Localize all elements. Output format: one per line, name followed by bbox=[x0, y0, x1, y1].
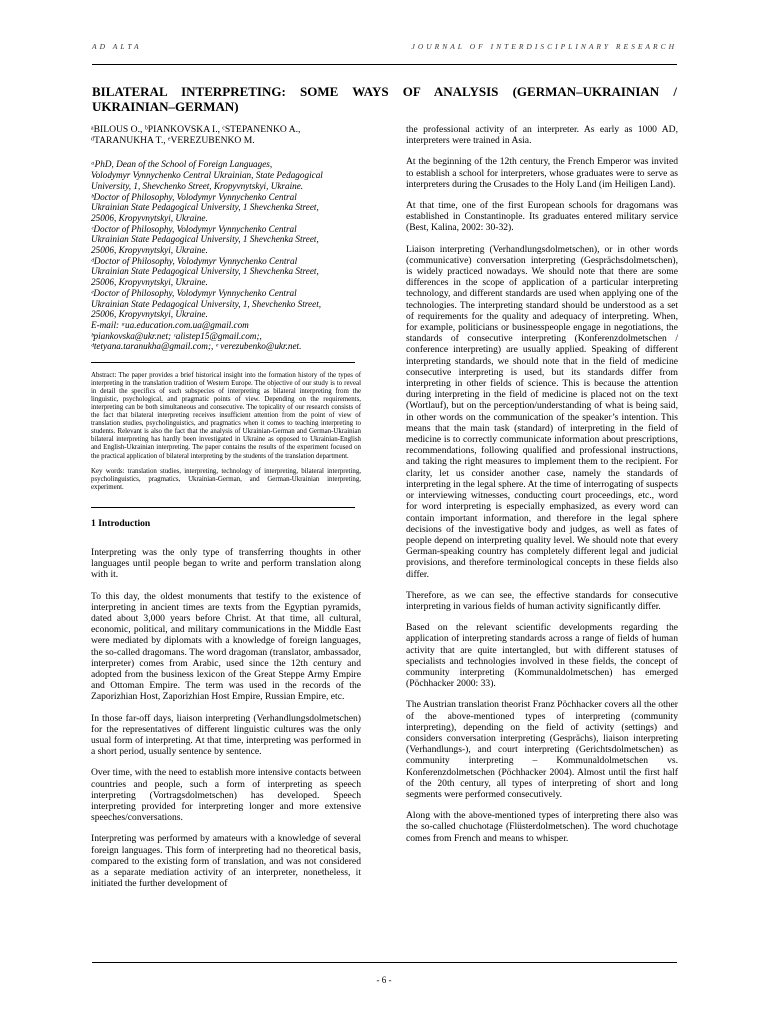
abstract-separator bbox=[91, 362, 355, 363]
affiliation-line: 25006, Kropyvnytskyi, Ukraine. bbox=[91, 212, 208, 223]
affiliation-line: ᵇpiankovska@ukr.net; ᶜalistep15@gmail.com;, bbox=[91, 330, 262, 341]
affiliation-line: ᵇDoctor of Philosophy, Volodymyr Vynnychenko Central bbox=[91, 191, 297, 202]
header-rule bbox=[92, 64, 677, 65]
affiliation-line: Ukrainian State Pedagogical University, 1 Shevchenka Street, bbox=[91, 266, 319, 277]
affiliation-line: ᶜDoctor of Philosophy, Volodymyr Vynnychenko Central bbox=[91, 223, 297, 234]
affiliation-line: Ukrainian State Pedagogical University, 1 Shevchenka Street, bbox=[91, 234, 319, 245]
paragraph: In those far-off days, liaison interpreting (Verhandlungsdolmetschen) for the representatives of different linguistic cultures was the only usual form of interpreting. At that time, interpreting was performed in a short period, usually sentence by sentence. bbox=[91, 712, 361, 758]
paragraph: To this day, the oldest monuments that testify to the existence of interpreting in ancient times are texts from the Egyptian pyramids, dated about 3,000 years before Christ. At that time, all cultural, economic, political, and military communications in the Middle East were mediated by diplomats with a knowledge of foreign languages, the so-called dragomans. The word dragoman (translator, ambassador, interpreter) comes from Arabic, used since the 12th century and adopted from the business lexicon of the Great Steppe Army Empire and Ottoman Empire. The term was used in the records of the Zaporizhian Host, Zaporizhian Host Empire, Russian Empire, etc. bbox=[91, 590, 361, 703]
journal-short-name: AD ALTA bbox=[92, 42, 142, 51]
affiliation-line: Ukrainian State Pedagogical University, 1, Shevchenko Street, bbox=[91, 298, 322, 309]
journal-full-name: JOURNAL OF INTERDISCIPLINARY RESEARCH bbox=[411, 42, 677, 51]
author-line: ᵃBILOUS O., ᵇPIANKOVSKA I., ᶜSTEPANENKO A., bbox=[91, 124, 301, 135]
running-header bbox=[92, 42, 677, 62]
page-number: - 6 - bbox=[376, 975, 392, 985]
footer-rule bbox=[92, 962, 677, 963]
paragraph: Therefore, as we can see, the effective standards for consecutive interpreting in various fields of human activity significantly differ. bbox=[406, 589, 678, 612]
affiliation-line: ᵉDoctor of Philosophy, Volodymyr Vynnychenko Central bbox=[91, 287, 297, 298]
paragraph: Based on the relevant scientific developments regarding the application of interpreting standards across a range of fields of human activity that are quite intertangled, but with different statuses of specialists and technologies involved in these fields, the concept of community interpreting (Kommunaldolmetschen) has emerged (Pöchhacker 2000: 33). bbox=[406, 622, 678, 690]
affiliation-line: ᵈtetyana.taranukha@gmail.com;, ᵉ verezubenko@ukr.net. bbox=[91, 341, 302, 352]
paragraph: At the beginning of the 12th century, the French Emperor was invited to establish a school for interpreters, whose graduates were to serve as interpreters during the Crusades to the Holy Land (im Heiligen Land). bbox=[406, 156, 678, 190]
affiliation-line: 25006, Kropyvnytskyi, Ukraine. bbox=[91, 309, 208, 320]
paper-title: BILATERAL INTERPRETING: SOME WAYS OF ANALYSIS (GERMAN–UKRAINIAN / UKRAINIAN–GERMAN) bbox=[92, 84, 677, 114]
keywords: Key words: translation studies, interpreting, technology of interpreting, bilateral interpreting, psycholinguistics, pragmatics, Ukrainian-German, and German-Ukrainian interpreting, experiment. bbox=[91, 467, 361, 491]
paragraph: The Austrian translation theorist Franz Pöchhacker covers all the other of the above-mentioned types of interpreting (community interpreting), depending on the field of activity (settings) and considers conversation interpreting (Gesprächs), liaison interpreting (Verhandlungs-), and court interpreting (Gerichtsdolmetschen) as community interpreting – Kommunaldolmetschen vs. Konferenzdolmetschen (Pöchhacker 2004). Almost until the first half of the 20th century, all types of interpreting of short and long segments were performed consecutively. bbox=[406, 699, 678, 800]
paragraph: the professional activity of an interpreter. As early as 1000 AD, interpreters were trained in Asia. bbox=[406, 124, 678, 147]
section-heading: 1 Introduction bbox=[91, 517, 151, 529]
paragraph: Along with the above-mentioned types of interpreting there also was the so-called chuchotage (Flüsterdolmetschen). The word chuchotage comes from French and means to whisper. bbox=[406, 810, 678, 844]
affiliation-line: ᵈDoctor of Philosophy, Volodymyr Vynnychenko Central bbox=[91, 255, 298, 266]
section-separator bbox=[91, 507, 355, 508]
affiliation-line: E-mail: ᵃua.education.com.ua@gmail.com bbox=[91, 319, 249, 330]
affiliation-line: Ukrainian State Pedagogical University, 1 Shevchenka Street, bbox=[91, 202, 319, 213]
affiliation-line: ᵃPhD, Dean of the School of Foreign Languages, bbox=[91, 159, 273, 170]
abstract: Abstract: The paper provides a brief historical insight into the formation history of the types of interpreting in the translation tradition of Western Europe. The objective of our study is to reveal in detail the specifics of such subspecies of interpreting as bilateral interpreting from the linguistic, psychological, and pragmatic points of view. Depending on the requirements, interpreting can be both simultaneous and consecutive. The topicality of our research consists of the fact that bilateral interpreting receives insufficient attention from the point of view of translation studies, psycholinguistics, and pragmatics when it comes to teaching interpreting to students. Relevant is also the fact that the analysis of Ukrainian-German and German-Ukrainian bilateral interpreting has hardly been investigated in Ukraine as opposed to Ukrainian-English and English-Ukrainian interpreting. The paper contains the results of the experiment focused on the practical application of bilateral interpreting by the students of the translation department. bbox=[91, 372, 361, 460]
paragraph: Over time, with the need to establish more intensive contacts between countries and people, such a form of interpreting as speech interpreting (Vortragsdolmetschen) has developed. Speech interpreting provided for interpreting longer and more extensive speeches/conversations. bbox=[91, 767, 361, 824]
affiliation-line: Volodymyr Vynnychenko Central Ukrainian, State Pedagogical bbox=[91, 170, 323, 181]
affiliation-line: 25006, Kropyvnytskyi, Ukraine. bbox=[91, 245, 208, 256]
paragraph: At that time, one of the first European schools for dragomans was established in Constantinople. Its graduates entered military service (Best, Kalina, 2002: 30-32). bbox=[406, 200, 678, 234]
affiliation-line: 25006, Kropyvnytskyi, Ukraine. bbox=[91, 277, 208, 288]
affiliation-line: University, 1, Shevchenko Street, Kropyvnytskyi, Ukraine. bbox=[91, 180, 304, 191]
paragraph: Liaison interpreting (Verhandlungsdolmetschen), or in other words (communicative) conversation interpreting (Gesprächsdolmetschen), is widely practiced nowadays. We should note that there are some differences in the scope of application of a particular interpreting technology, and different standards are used when applying one of the technologies. The interpreting standard should be understood as a set of requirements for the quality and adequacy of interpreting. When, for example, politicians or businesspeople engage in negotiations, the standards of consecutive interpreting (Konferenzdolmetschen / conference interpreting) are usually applied. Speaking of different interpreting standards, we should note that in the field of medicine consecutive interpreting is used, but its standards differ from interpreting in other fields of science. This is because the attention during interpreting in the field of medicine is placed not on the text (Wortlauf), but on the perception/understanding of what is being said, in other words on the communication of the speaker’s intention. This means that the main task (standard) of interpreting in the field of medicine is to correctly communicate information about prescriptions, recommendations, following qualified and professional instructions, and taking the right measures to implement them to the recipient. For clarity, let us consider another case, namely the standards of interpreting in the legal sphere. At the time of interrogating of suspects or interviewing witnesses, conducting court proceedings, etc., word for word interpreting is especially emphasized, as every word can contain important information, and therefore in the legal sphere decisions of the investigative body and judges, as well as fates of people depend on interpreting quality level. We should note that every German-speaking country has completely different legal and judicial provisions, and therefore terminological concepts in these fields also differ. bbox=[406, 243, 678, 580]
paragraph: Interpreting was performed by amateurs with a knowledge of several foreign languages. This form of interpreting had no theoretical basis, compared to the existing form of translation, and was not considered as a separate mediation activity of an interpreter, nonetheless, it initiated the further development of bbox=[91, 833, 361, 890]
left-column bbox=[91, 124, 361, 899]
author-line: ᵈTARANUKHA T., ᵉVEREZUBENKO M. bbox=[91, 135, 255, 147]
author-list bbox=[91, 124, 361, 146]
paragraph: Interpreting was the only type of transferring thoughts in other languages until people began to write and perform translation along with it. bbox=[91, 546, 361, 581]
right-column bbox=[406, 124, 678, 854]
affiliations bbox=[91, 159, 361, 352]
